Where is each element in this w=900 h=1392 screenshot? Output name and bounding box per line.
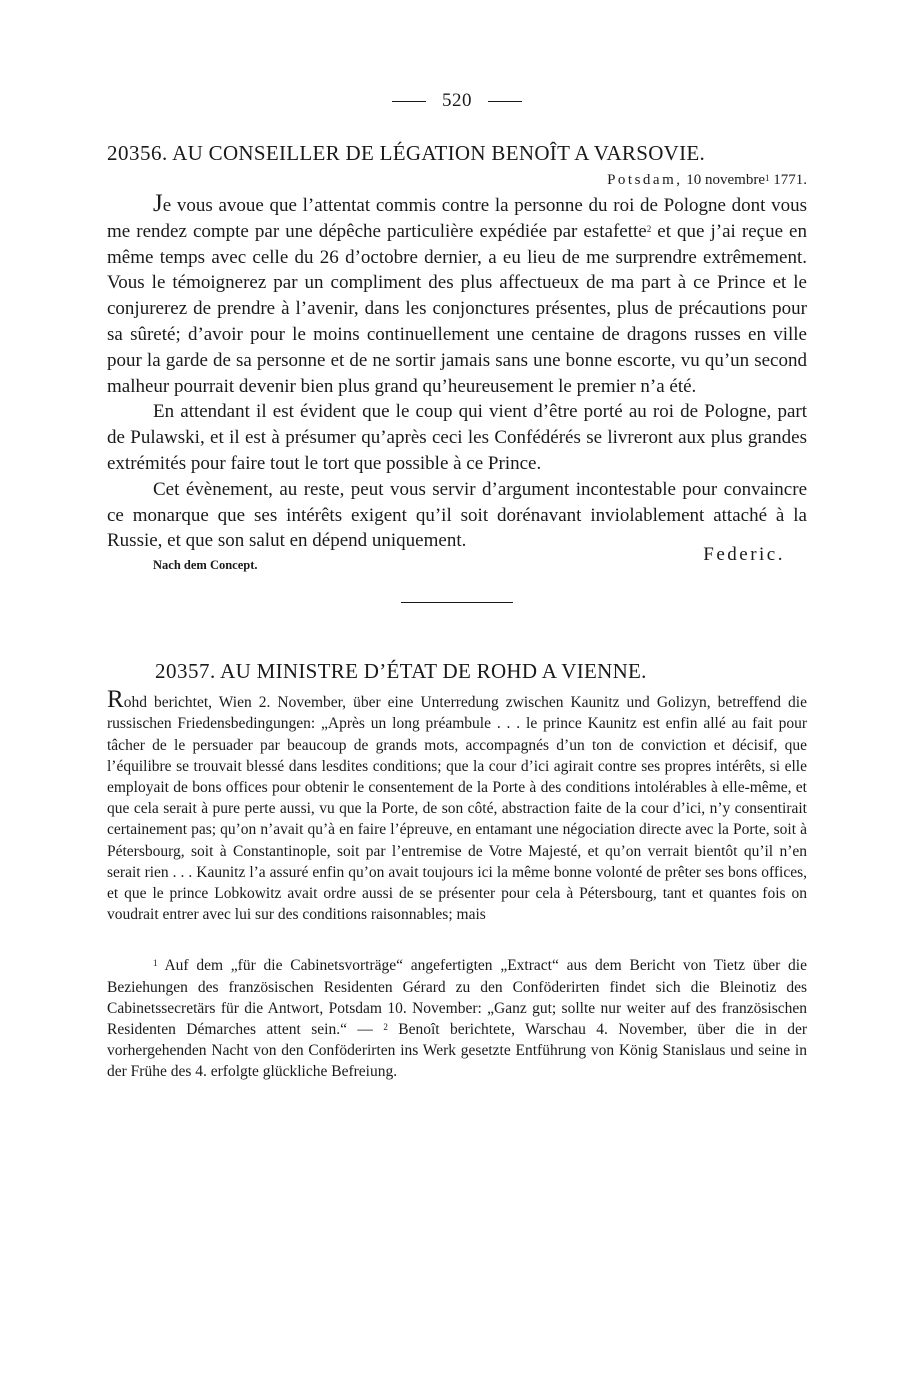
section-separator xyxy=(401,602,513,603)
letter-1-heading xyxy=(107,139,807,167)
page-number: 520 xyxy=(442,90,472,111)
letter-2-initial: R xyxy=(107,686,124,714)
letter-1-date: 10 novembre xyxy=(686,172,765,188)
letter-1-paragraph-1-text-b: et que j’ai reçue en même temps avec celle du 26 d’octobre dernier, a eu lieu de me surprendre extrêmement. Vous le témoignerez par un compliment des plus affectueux de ma part à ce Prince et le conjurerez de prendre à l’avenir, dans les conjonctures présentes, plus de précautions pour sa sûreté; d’avoir pour le moins continuellement une centaine de dragons russes en ville pour la garde de sa personne et de ne sortir jamais sans une bonne escorte, vu qu’un second malheur pourrait devenir bien plus grand qu’heureusement le premier n’a été. xyxy=(107,220,807,397)
letter-1-year: 1771. xyxy=(773,172,807,188)
source-note: Nach dem Concept. xyxy=(153,558,258,573)
running-header xyxy=(107,86,807,116)
header-rule-right xyxy=(488,101,522,102)
letter-1-paragraph-1-text-a: e vous avoue que l’attentat commis contre la personne du roi de Pologne dont vous me rendez compte par une dépêche particulière expédiée par estafette xyxy=(107,195,807,242)
letter-1-paragraph-1 xyxy=(107,191,807,399)
letter-2-title: AU MINISTRE D’ÉTAT DE ROHD A VIENNE. xyxy=(220,659,647,684)
letter-1-number: 20356. xyxy=(107,141,168,165)
letter-1-paragraph-2: En attendant il est évident que le coup qui vient d’être porté au roi de Pologne, part de Pulawski, et il est à présumer qu’après ceci les Confédérés se livreront aux plus grandes extrémités pour faire tout le tort que possible à ce Prince. xyxy=(107,401,807,474)
letter-1-dateline xyxy=(107,169,807,191)
book-page xyxy=(107,86,807,1083)
footnote-2-text: Benoît berichtete, Warschau 4. November, über die in der vorhergehenden Nacht von den Conföderirten ins Werk gesetzte Entführung von König Stanislaus und seine in der Frühe des 4. erfolgte glückliche Befreiung. xyxy=(107,1021,807,1081)
letter-1-title: AU CONSEILLER DE LÉGATION BENOÎT A VARSOVIE. xyxy=(172,141,706,165)
letter-2-heading xyxy=(107,657,807,685)
footnote-ref-1: 1 xyxy=(765,173,770,183)
signature: Federic. xyxy=(703,544,785,566)
letter-2-number: 20357. xyxy=(155,659,216,684)
letter-1-initial: J xyxy=(153,190,163,217)
letter-1-paragraph-3: Cet évènement, au reste, peut vous servir d’argument incontestable pour convaincre ce monarque que ses intérêts exigent qu’il soit dorénavant inviolablement attaché à la Russie, et que son salut en dépend uniquement. xyxy=(107,478,807,552)
letter-1-closing xyxy=(107,544,807,580)
footnote-ref-2: 2 xyxy=(646,223,652,234)
letter-2-body xyxy=(107,686,807,925)
footnote-1-text: Auf dem „für die Cabinetsvorträge“ angefertigten „Extract“ aus dem Bericht von Tietz über die Beziehungen des französischen Residenten Gérard zu den Conföderirten findet sich die Bleinotiz des Cabinetssecretärs für die Antwort, Potsdam 10. November: „Ganz gut; sollte nur weiter auf des französischen Residenten Démarches attent sein.“ — xyxy=(107,957,807,1038)
letter-2-paragraph xyxy=(107,686,807,925)
letter-1-place: Potsdam, xyxy=(607,172,683,188)
letter-1-body xyxy=(107,191,807,554)
letter-2-text: ohd berichtet, Wien 2. November, über eine Unterredung zwischen Kaunitz und Golizyn, betreffend die russischen Friedensbedingungen: „Après un long préambule . . . le prince Kaunitz est enfin allé au fait pour tâcher de le persuader par beaucoup de grands mots, accompagnés d’un ton de conviction et décisif, que l’équilibre se trouvait blessé dans lesdites conditions; que la cour d’ici agirait contre ses propres intérêts, si elle employait de bons offices pour obtenir le consentement de la Porte à des conditions intolérables à elle-même, et que cela serait à pure perte aussi, vu que la Porte, de son côté, abstraction faite de la cour d’ici, n’y consentirait certainement pas; qu’on n’avait qu’à en faire l’épreuve, en entamant une négociation directe avec la Porte, soit à Pétersbourg, soit à Constantinople, soit par l’entremise de Votre Majesté, et qu’on verrait bientôt qu’il n’en serait rien . . . Kaunitz l’a assuré enfin qu’on avait toujours ici la même bonne volonté de prêter ses bons offices, et que le prince Lobkowitz avait ordre aussi de se présenter pour cela à Pétersbourg, tant et quantes fois on voudrait entrer avec lui sur des conditions raisonnables; mais xyxy=(107,694,807,924)
header-rule-left xyxy=(392,101,426,102)
footnote-1-and-2 xyxy=(107,955,807,1082)
footnote-2-marker: 2 xyxy=(383,1022,388,1032)
footnote-1-marker: 1 xyxy=(153,958,158,969)
footnotes xyxy=(107,955,807,1082)
